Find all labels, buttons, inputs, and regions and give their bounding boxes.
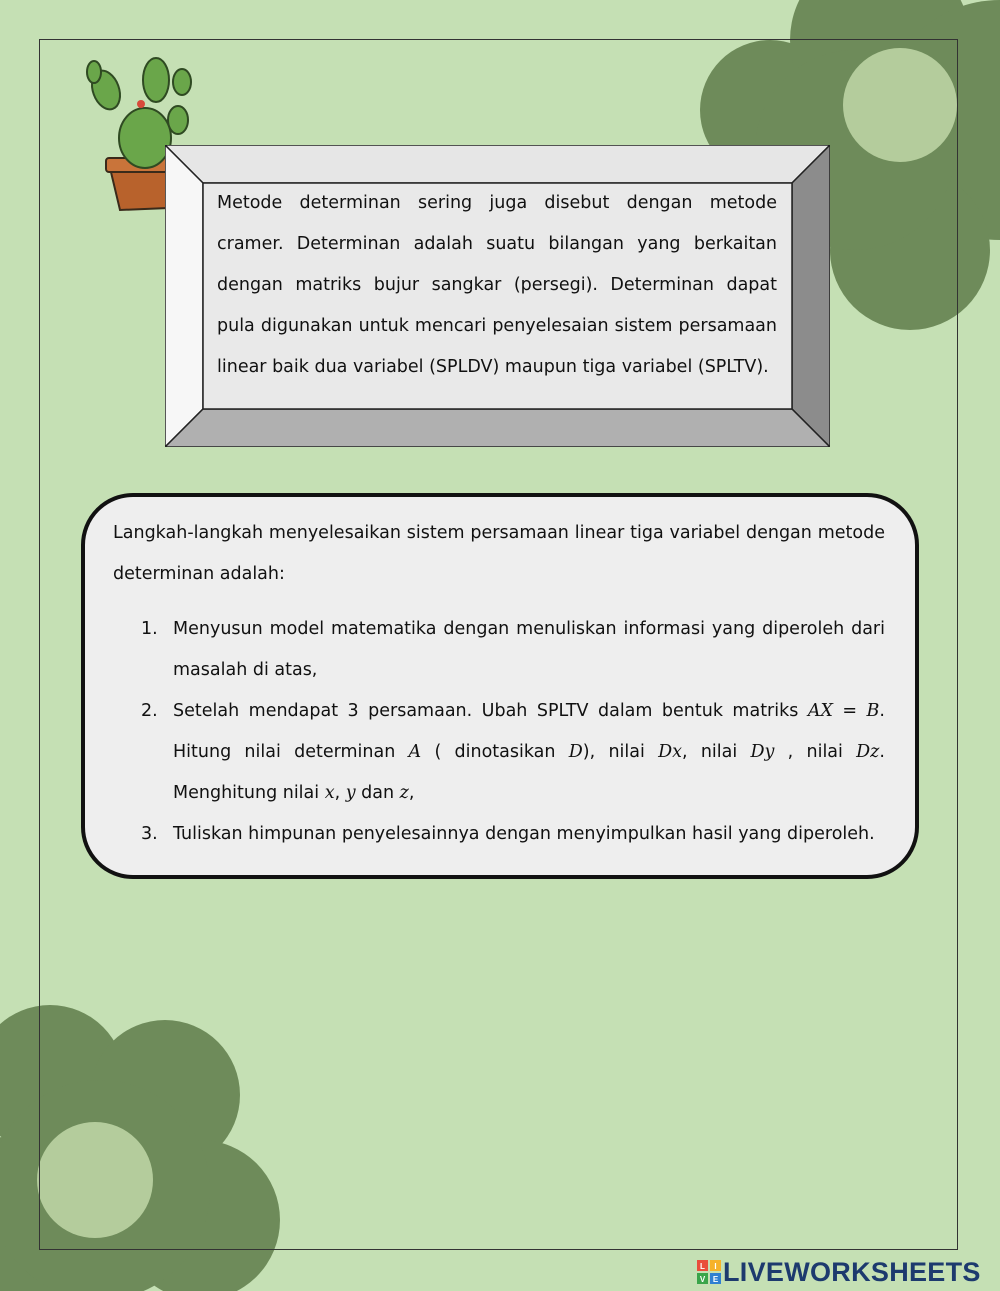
step-number: 3. [141, 824, 158, 844]
step-text-part: Setelah mendapat 3 persamaan. Ubah SPLTV dalam bentuk matriks [173, 701, 808, 721]
math-term: x [324, 783, 335, 803]
step-text-part: ), nilai [582, 742, 659, 762]
logo-letter: V [699, 1275, 706, 1284]
step-text: Menyusun model matematika dengan menuliskan informasi yang diperoleh dari masalah di atas, [173, 619, 885, 680]
step-text-part: , nilai [682, 742, 751, 762]
math-term: AX [807, 701, 833, 721]
definition-text [217, 183, 777, 388]
math-term: z [399, 783, 409, 803]
math-term: Dy [750, 742, 775, 762]
math-term: D [568, 742, 583, 762]
step-item [113, 609, 885, 691]
math-term: Dz [856, 742, 880, 762]
step-text-part: , nilai [774, 742, 857, 762]
logo-letter: L [700, 1262, 705, 1271]
step-item [113, 691, 885, 814]
liveworksheets-brand[interactable] [697, 1256, 997, 1288]
math-term: B [866, 701, 880, 721]
step-text-part: ( dinotasikan [421, 742, 569, 762]
step-text-part: dan [355, 783, 400, 803]
math-term: A [408, 742, 422, 762]
step-number: 1. [141, 619, 158, 639]
math-term: Dx [658, 742, 683, 762]
step-number: 2. [141, 701, 158, 721]
step-text-part: , [408, 783, 415, 803]
step-text-part: , [334, 783, 346, 803]
steps-list [113, 609, 885, 855]
steps-intro: Langkah-langkah menyelesaikan sistem persamaan linear tiga variabel dengan metode determinan adalah: [113, 523, 885, 584]
brand-name: LIVEWORKSHEETS [723, 1256, 981, 1287]
step-text-part: = [832, 701, 867, 721]
step-item [113, 814, 885, 855]
logo-letter: E [712, 1275, 719, 1284]
definition-paragraph: Metode determinan sering juga disebut dengan metode cramer. Determinan adalah suatu bilangan yang berkaitan dengan matriks bujur sangkar (persegi). Determinan dapat pula digunakan untuk mencari penyelesaian sistem persamaan linear baik dua variabel (SPLDV) maupun tiga variabel (SPLTV). [217, 193, 777, 377]
step-text-part: . Hitung nilai determinan [173, 701, 885, 762]
logo-letter: I [714, 1262, 717, 1271]
step-text-part: . Menghitung nilai [173, 742, 885, 803]
step-text: Tuliskan himpunan penyelesainnya dengan menyimpulkan hasil yang diperoleh. [173, 824, 875, 844]
math-term: y [345, 783, 356, 803]
liveworksheets-logo-icon [697, 1260, 721, 1284]
